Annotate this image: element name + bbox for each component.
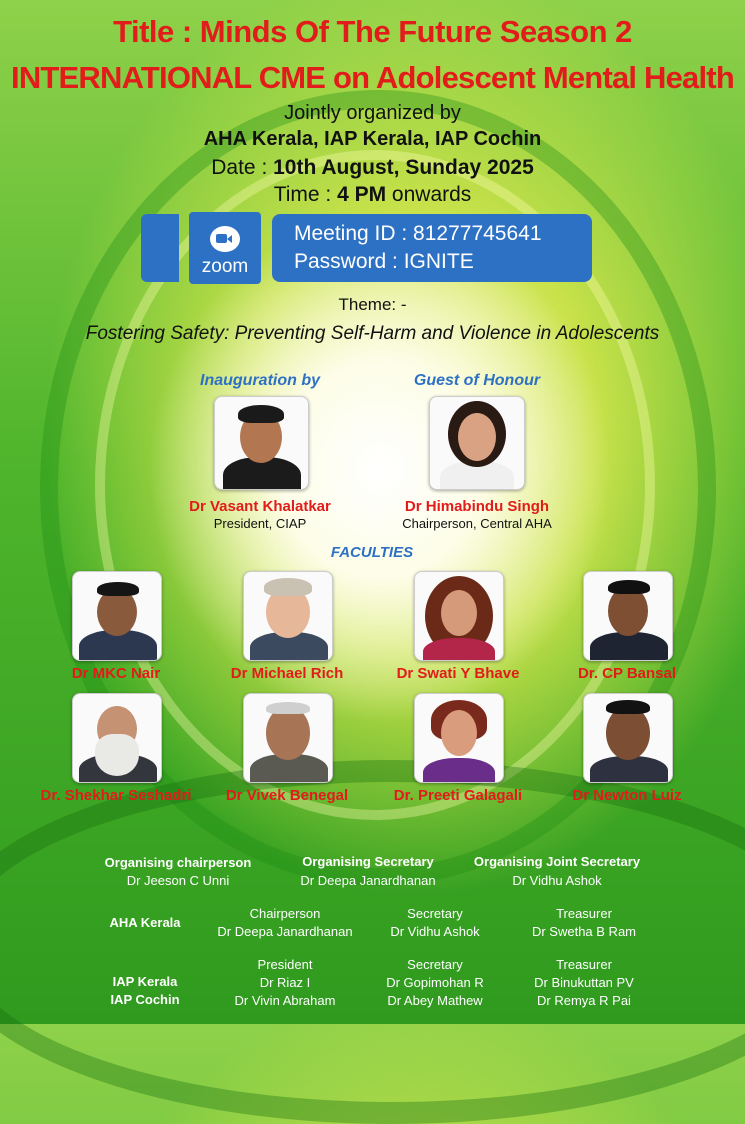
- faculties-heading: FACULTIES: [330, 544, 414, 561]
- meeting-password: Password : IGNITE: [294, 250, 474, 273]
- faculty-name-1: Dr MKC Nair: [71, 665, 161, 682]
- inauguration-heading: Inauguration by: [200, 372, 320, 389]
- iap-treasurer-role: Treasurer: [556, 957, 612, 972]
- date-label: Date :: [211, 156, 274, 179]
- faculty-name-6: Dr Vivek Benegal: [225, 787, 349, 804]
- guest-of-honour-heading: Guest of Honour: [413, 372, 541, 389]
- zoom-accent-bar: [141, 214, 179, 282]
- aha-kerala-label: AHA Kerala: [109, 915, 181, 930]
- zoom-logo-text: zoom: [201, 256, 249, 277]
- meeting-id: Meeting ID : 81277745641: [294, 222, 542, 245]
- iap-secretary-role: Secretary: [407, 957, 463, 972]
- iap-kerala-president: Dr Riaz I: [259, 975, 311, 990]
- org-sec-name: Dr Deepa Janardhanan: [300, 873, 436, 888]
- guest-name: Dr Himabindu Singh: [404, 498, 550, 515]
- background-swirl-bottom: [0, 760, 745, 1124]
- photo-himabindu-singh: [429, 396, 525, 490]
- org-joint-sec-label: Organising Joint Secretary: [473, 854, 641, 869]
- photo-mkc-nair: [72, 571, 162, 661]
- title-line-2: INTERNATIONAL CME on Adolescent Mental Health: [11, 60, 734, 95]
- iap-kerala-secretary: Dr Gopimohan R: [386, 975, 484, 990]
- faculty-name-2: Dr Michael Rich: [230, 665, 344, 682]
- org-joint-sec-name: Dr Vidhu Ashok: [512, 873, 602, 888]
- faculty-name-3: Dr Swati Y Bhave: [396, 665, 520, 682]
- theme-label: Theme: -: [338, 295, 407, 314]
- event-time: [0, 183, 745, 207]
- inaugurator-role: President, CIAP: [213, 516, 307, 531]
- photo-newton-luiz: [583, 693, 673, 783]
- aha-sec-role: Secretary: [407, 906, 463, 921]
- organizers: AHA Kerala, IAP Kerala, IAP Cochin: [203, 128, 542, 150]
- theme-text: Fostering Safety: Preventing Self-Harm and Violence in Adolescents: [85, 323, 660, 344]
- iap-kerala-treasurer: Dr Binukuttan PV: [534, 975, 634, 990]
- iap-cochin-label: IAP Cochin: [110, 992, 180, 1007]
- photo-preeti-galagali: [414, 693, 504, 783]
- iap-kerala-label: IAP Kerala: [112, 974, 178, 989]
- faculty-name-4: Dr. CP Bansal: [577, 665, 677, 682]
- title-line-1: Title : Minds Of The Future Season 2: [113, 14, 632, 49]
- time-suffix: onwards: [386, 183, 472, 206]
- photo-vivek-benegal: [243, 693, 333, 783]
- faculty-name-7: Dr. Preeti Galagali: [393, 787, 523, 804]
- guest-role: Chairperson, Central AHA: [402, 516, 552, 531]
- org-chair-name: Dr Jeeson C Unni: [126, 873, 230, 888]
- meeting-details-box: [272, 214, 592, 282]
- faculty-name-8: Dr Newton Luiz: [572, 787, 682, 804]
- photo-vasant-khalatkar: [214, 396, 309, 490]
- aha-chair-name: Dr Deepa Janardhanan: [217, 924, 353, 939]
- aha-chair-role: Chairperson: [249, 906, 321, 921]
- org-sec-label: Organising Secretary: [302, 854, 434, 869]
- date-value: 10th August, Sunday 2025: [273, 156, 534, 179]
- aha-treasurer-role: Treasurer: [556, 906, 612, 921]
- photo-michael-rich: [243, 571, 333, 661]
- zoom-logo[interactable]: [189, 212, 261, 284]
- photo-shekhar-seshadri: [72, 693, 162, 783]
- faculty-name-5: Dr. Shekhar Seshadri: [40, 787, 192, 804]
- event-date: [0, 156, 745, 180]
- time-label: Time :: [273, 183, 338, 206]
- photo-swati-bhave: [414, 571, 504, 661]
- photo-cp-bansal: [583, 571, 673, 661]
- iap-cochin-secretary: Dr Abey Mathew: [387, 993, 483, 1008]
- jointly-organized-label: Jointly organized by: [284, 102, 461, 124]
- iap-president-role: President: [257, 957, 313, 972]
- iap-cochin-treasurer: Dr Remya R Pai: [537, 993, 631, 1008]
- org-chair-label: Organising chairperson: [104, 855, 252, 870]
- video-camera-icon: [210, 226, 240, 252]
- aha-sec-name: Dr Vidhu Ashok: [390, 924, 480, 939]
- aha-treasurer-name: Dr Swetha B Ram: [531, 924, 637, 939]
- iap-cochin-president: Dr Vivin Abraham: [234, 993, 336, 1008]
- time-value: 4 PM: [337, 183, 387, 206]
- inaugurator-name: Dr Vasant Khalatkar: [189, 498, 331, 515]
